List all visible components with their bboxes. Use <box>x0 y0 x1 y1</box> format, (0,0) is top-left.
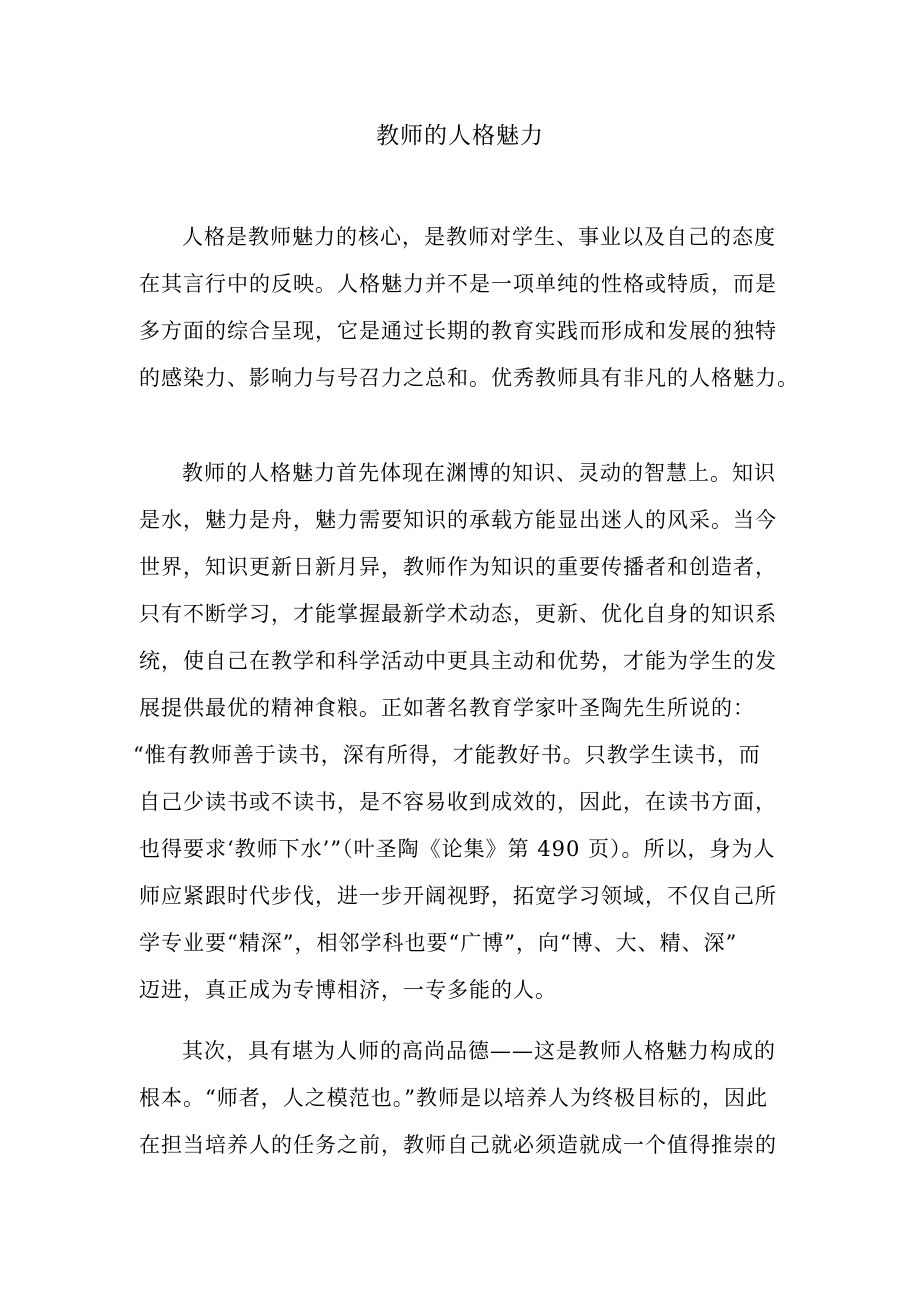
text-line: 根本。“师者，人之模范也。”教师是以培养人为终极目标的，因此 <box>139 1086 768 1110</box>
text-line: 统，使自己在教学和科学活动中更具主动和优势，才能为学生的发 <box>139 649 777 673</box>
text-line: 人格是教师魅力的核心，是教师对学生、事业以及自己的态度 <box>182 225 776 249</box>
text-line: “惟有教师善于读书，深有所得，才能教好书。只教学生读书，而 <box>133 743 761 767</box>
text-line: 在其言行中的反映。人格魅力并不是一项单纯的性格或特质，而是 <box>139 272 777 296</box>
text-line: 迈进，真正成为专博相济，一专多能的人。 <box>139 978 557 1002</box>
text-line: 也得要求‘教师下水’”（叶圣陶《论集》第 490 页）。所以，身为人 <box>139 837 776 861</box>
text-line: 教师的人格魅力首先体现在渊博的知识、灵动的智慧上。知识 <box>182 461 776 485</box>
text-line: 展提供最优的精神食粮。正如著名教育学家叶圣陶先生所说的： <box>139 696 755 720</box>
text-line: 的感染力、影响力与号召力之总和。优秀教师具有非凡的人格魅力。 <box>139 366 799 390</box>
document-title: 教师的人格魅力 <box>376 123 544 149</box>
text-line: 学专业要“精深”，相邻学科也要“广博”，向“博、大、精、深” <box>139 931 738 955</box>
text-line: 在担当培养人的任务之前，教师自己就必须造就成一个值得推崇的 <box>139 1133 777 1157</box>
text-line: 自己少读书或不读书，是不容易收到成效的，因此，在读书方面， <box>139 790 777 814</box>
text-line: 多方面的综合呈现，它是通过长期的教育实践而形成和发展的独特 <box>139 319 777 343</box>
text-line: 世界，知识更新日新月异，教师作为知识的重要传播者和创造者， <box>139 555 777 579</box>
paragraph-1 <box>139 214 799 402</box>
text-line: 是水，魅力是舟，魅力需要知识的承载方能显出迷人的风采。当今 <box>139 508 777 532</box>
text-line: 师应紧跟时代步伐，进一步开阔视野，拓宽学习领域，不仅自己所 <box>139 884 777 908</box>
paragraph-3 <box>139 1028 777 1169</box>
paragraph-2 <box>133 450 777 1014</box>
text-line: 其次，具有堪为人师的高尚品德——这是教师人格魅力构成的 <box>182 1039 776 1063</box>
text-line: 只有不断学习，才能掌握最新学术动态，更新、优化自身的知识系 <box>139 602 777 626</box>
